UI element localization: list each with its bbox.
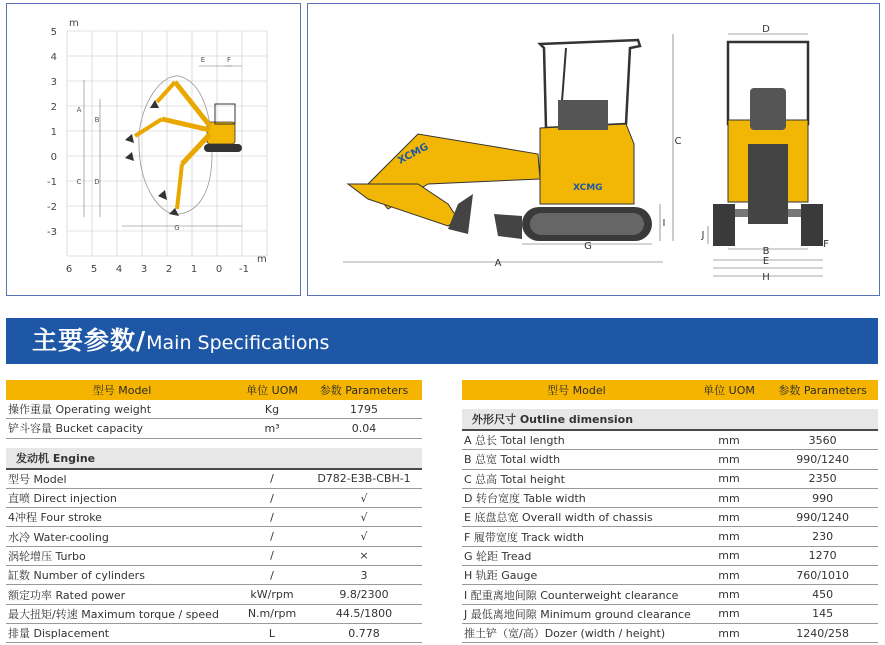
- table-row: [462, 488, 878, 507]
- spec-uom: Kg: [238, 400, 306, 419]
- table-row: [6, 527, 422, 546]
- spec-item: 排量 Displacement: [6, 623, 238, 642]
- spec-table-right: [462, 380, 878, 643]
- banner-title-zh: 主要参数/: [32, 326, 147, 355]
- engine-section-title: [6, 448, 422, 469]
- outline-dimension-label: J: [701, 230, 705, 241]
- range-grid: [67, 31, 267, 256]
- range-dimension-label: E: [200, 56, 206, 64]
- y-tick-label: 4: [50, 52, 57, 63]
- range-dimension-label: F: [226, 56, 232, 64]
- spec-value: 2350: [767, 469, 878, 488]
- working-range-diagram: [6, 3, 301, 296]
- table-row: [6, 604, 422, 623]
- spec-uom: /: [238, 508, 306, 527]
- y-tick-label: 5: [50, 27, 57, 38]
- spec-value: 44.5/1800: [306, 604, 422, 623]
- spec-item: 4冲程 Four stroke: [6, 508, 238, 527]
- spec-value: 145: [767, 604, 878, 623]
- spec-header-row: [462, 380, 878, 400]
- spec-table-right-body: [462, 380, 878, 643]
- spec-uom: mm: [691, 585, 767, 604]
- spec-item: 型号 Model: [6, 469, 238, 489]
- side-view-excavator: [348, 40, 652, 241]
- spec-item: 铲斗容量 Bucket capacity: [6, 419, 238, 438]
- table-row: [462, 566, 878, 585]
- spec-item: D 转台宽度 Table width: [462, 488, 691, 507]
- x-tick-label: 0: [215, 264, 223, 275]
- header-uom: 单位 UOM: [238, 380, 306, 400]
- working-range-svg: [7, 4, 300, 295]
- spec-uom: N.m/rpm: [238, 604, 306, 623]
- table-row: [462, 430, 878, 450]
- spacer-cell: [6, 438, 422, 448]
- spec-item: 水冷 Water-cooling: [6, 527, 238, 546]
- spec-table-left-body: [6, 380, 422, 643]
- spec-uom: mm: [691, 546, 767, 565]
- header-uom: 单位 UOM: [691, 380, 767, 400]
- spec-uom: /: [238, 546, 306, 565]
- header-model: 型号 Model: [462, 380, 691, 400]
- spec-uom: m³: [238, 419, 306, 438]
- spec-uom: /: [238, 488, 306, 507]
- outline-dimension-label: E: [762, 256, 770, 267]
- table-row: [462, 508, 878, 527]
- table-row: [6, 488, 422, 507]
- spec-value: √: [306, 527, 422, 546]
- spec-item: 推土铲（宽/高）Dozer (width / height): [462, 623, 691, 642]
- spec-uom: /: [238, 566, 306, 585]
- spec-value: 0.04: [306, 419, 422, 438]
- spec-value: 760/1010: [767, 566, 878, 585]
- outline-dimension-label: I: [662, 218, 666, 229]
- section-title: 发动机 Engine: [6, 448, 422, 469]
- x-tick-label: 6: [65, 264, 73, 275]
- header-parameters: 参数 Parameters: [767, 380, 878, 400]
- spec-value: √: [306, 488, 422, 507]
- range-dimension-label: A: [76, 106, 82, 114]
- table-row: [6, 546, 422, 565]
- banner-title-en: Main Specifications: [146, 332, 330, 354]
- table-row: [6, 419, 422, 438]
- spec-value: 1240/258: [767, 623, 878, 642]
- spec-item: 最大扭矩/转速 Maximum torque / speed: [6, 604, 238, 623]
- spec-item: A 总长 Total length: [462, 430, 691, 450]
- outline-section-title: [462, 409, 878, 430]
- spec-uom: L: [238, 623, 306, 642]
- spec-value: 0.778: [306, 623, 422, 642]
- spec-item: H 轨距 Gauge: [462, 566, 691, 585]
- spec-value: 3560: [767, 430, 878, 450]
- y-axis-unit: m: [69, 18, 79, 29]
- outline-dimension-label: A: [494, 258, 502, 269]
- y-tick-label: 2: [50, 102, 57, 113]
- spec-value: 990: [767, 488, 878, 507]
- table-row: [6, 623, 422, 642]
- table-row: [462, 450, 878, 469]
- section-title: 外形尺寸 Outline dimension: [462, 409, 878, 430]
- spec-value: 3: [306, 566, 422, 585]
- boom-brand-text: XCMG: [396, 141, 431, 167]
- spec-item: 涡轮增压 Turbo: [6, 546, 238, 565]
- spacer-cell: [462, 400, 878, 409]
- spec-spacer-row: [6, 438, 422, 448]
- outline-dimension-label: G: [584, 241, 592, 252]
- table-row: [6, 400, 422, 419]
- header-parameters: 参数 Parameters: [306, 380, 422, 400]
- x-tick-label: 3: [140, 264, 148, 275]
- table-row: [462, 546, 878, 565]
- table-row: [6, 469, 422, 489]
- outline-dimension-label: B: [762, 246, 770, 257]
- spec-header-row: [6, 380, 422, 400]
- spec-uom: kW/rpm: [238, 585, 306, 604]
- table-row: [462, 604, 878, 623]
- spec-uom: mm: [691, 469, 767, 488]
- spec-value: 1795: [306, 400, 422, 419]
- spec-value: 1270: [767, 546, 878, 565]
- spec-uom: /: [238, 527, 306, 546]
- spec-item: E 底盘总宽 Overall width of chassis: [462, 508, 691, 527]
- spec-spacer-row: [462, 400, 878, 409]
- x-tick-label: 4: [115, 264, 123, 275]
- banner-title: [32, 326, 329, 359]
- y-tick-label: -1: [47, 177, 57, 188]
- y-tick-label: 1: [50, 127, 57, 138]
- table-row: [6, 508, 422, 527]
- spec-uom: /: [238, 469, 306, 489]
- x-tick-label: 5: [90, 264, 98, 275]
- spec-value: 450: [767, 585, 878, 604]
- spec-item: 操作重量 Operating weight: [6, 400, 238, 419]
- spec-value: 990/1240: [767, 508, 878, 527]
- table-row: [6, 566, 422, 585]
- spec-item: 直喷 Direct injection: [6, 488, 238, 507]
- table-row: [462, 469, 878, 488]
- spec-value: 990/1240: [767, 450, 878, 469]
- spec-item: I 配重离地间隙 Counterweight clearance: [462, 585, 691, 604]
- spec-item: J 最低离地间隙 Minimum ground clearance: [462, 604, 691, 623]
- range-dimension-label: D: [94, 178, 100, 186]
- spec-item: C 总高 Total height: [462, 469, 691, 488]
- spec-item: 额定功率 Rated power: [6, 585, 238, 604]
- range-dimension-label: B: [94, 116, 100, 124]
- spec-value: 230: [767, 527, 878, 546]
- spec-uom: mm: [691, 430, 767, 450]
- outline-dimension-drawing: [307, 3, 880, 296]
- spec-uom: mm: [691, 527, 767, 546]
- spec-uom: mm: [691, 566, 767, 585]
- spec-uom: mm: [691, 604, 767, 623]
- spec-uom: mm: [691, 488, 767, 507]
- spec-uom: mm: [691, 450, 767, 469]
- range-excavator: [125, 82, 242, 216]
- spec-item: G 轮距 Tread: [462, 546, 691, 565]
- main-specifications-banner: [6, 318, 878, 364]
- spec-item: 缸数 Number of cylinders: [6, 566, 238, 585]
- spec-uom: mm: [691, 508, 767, 527]
- spec-value: ×: [306, 546, 422, 565]
- spec-table-left: [6, 380, 422, 643]
- spec-item: B 总宽 Total width: [462, 450, 691, 469]
- table-row: [462, 527, 878, 546]
- front-view-excavator: [713, 42, 823, 246]
- header-model: 型号 Model: [6, 380, 238, 400]
- body-brand-text: XCMG: [573, 183, 603, 193]
- range-dimension-label: G: [174, 224, 180, 232]
- outline-svg: [308, 4, 879, 295]
- spec-uom: mm: [691, 623, 767, 642]
- range-dimension-label: C: [76, 178, 82, 186]
- outline-dimension-label: F: [823, 239, 829, 250]
- spec-value: 9.8/2300: [306, 585, 422, 604]
- y-tick-label: 3: [50, 77, 57, 88]
- x-tick-label: 2: [165, 264, 173, 275]
- y-tick-label: 0: [50, 152, 57, 163]
- spec-value: D782-E3B-CBH-1: [306, 469, 422, 489]
- outline-dimension-label: H: [762, 272, 770, 283]
- table-row: [6, 585, 422, 604]
- spec-value: √: [306, 508, 422, 527]
- y-tick-label: -2: [47, 202, 57, 213]
- table-row: [462, 585, 878, 604]
- spec-item: F 履带宽度 Track width: [462, 527, 691, 546]
- table-row: [462, 623, 878, 642]
- x-tick-label: -1: [239, 264, 249, 275]
- x-tick-label: 1: [190, 264, 198, 275]
- outline-dimension-label: C: [674, 136, 682, 147]
- x-axis-unit: m: [257, 254, 267, 265]
- outline-dimension-label: D: [762, 24, 770, 35]
- y-tick-label: -3: [47, 227, 57, 238]
